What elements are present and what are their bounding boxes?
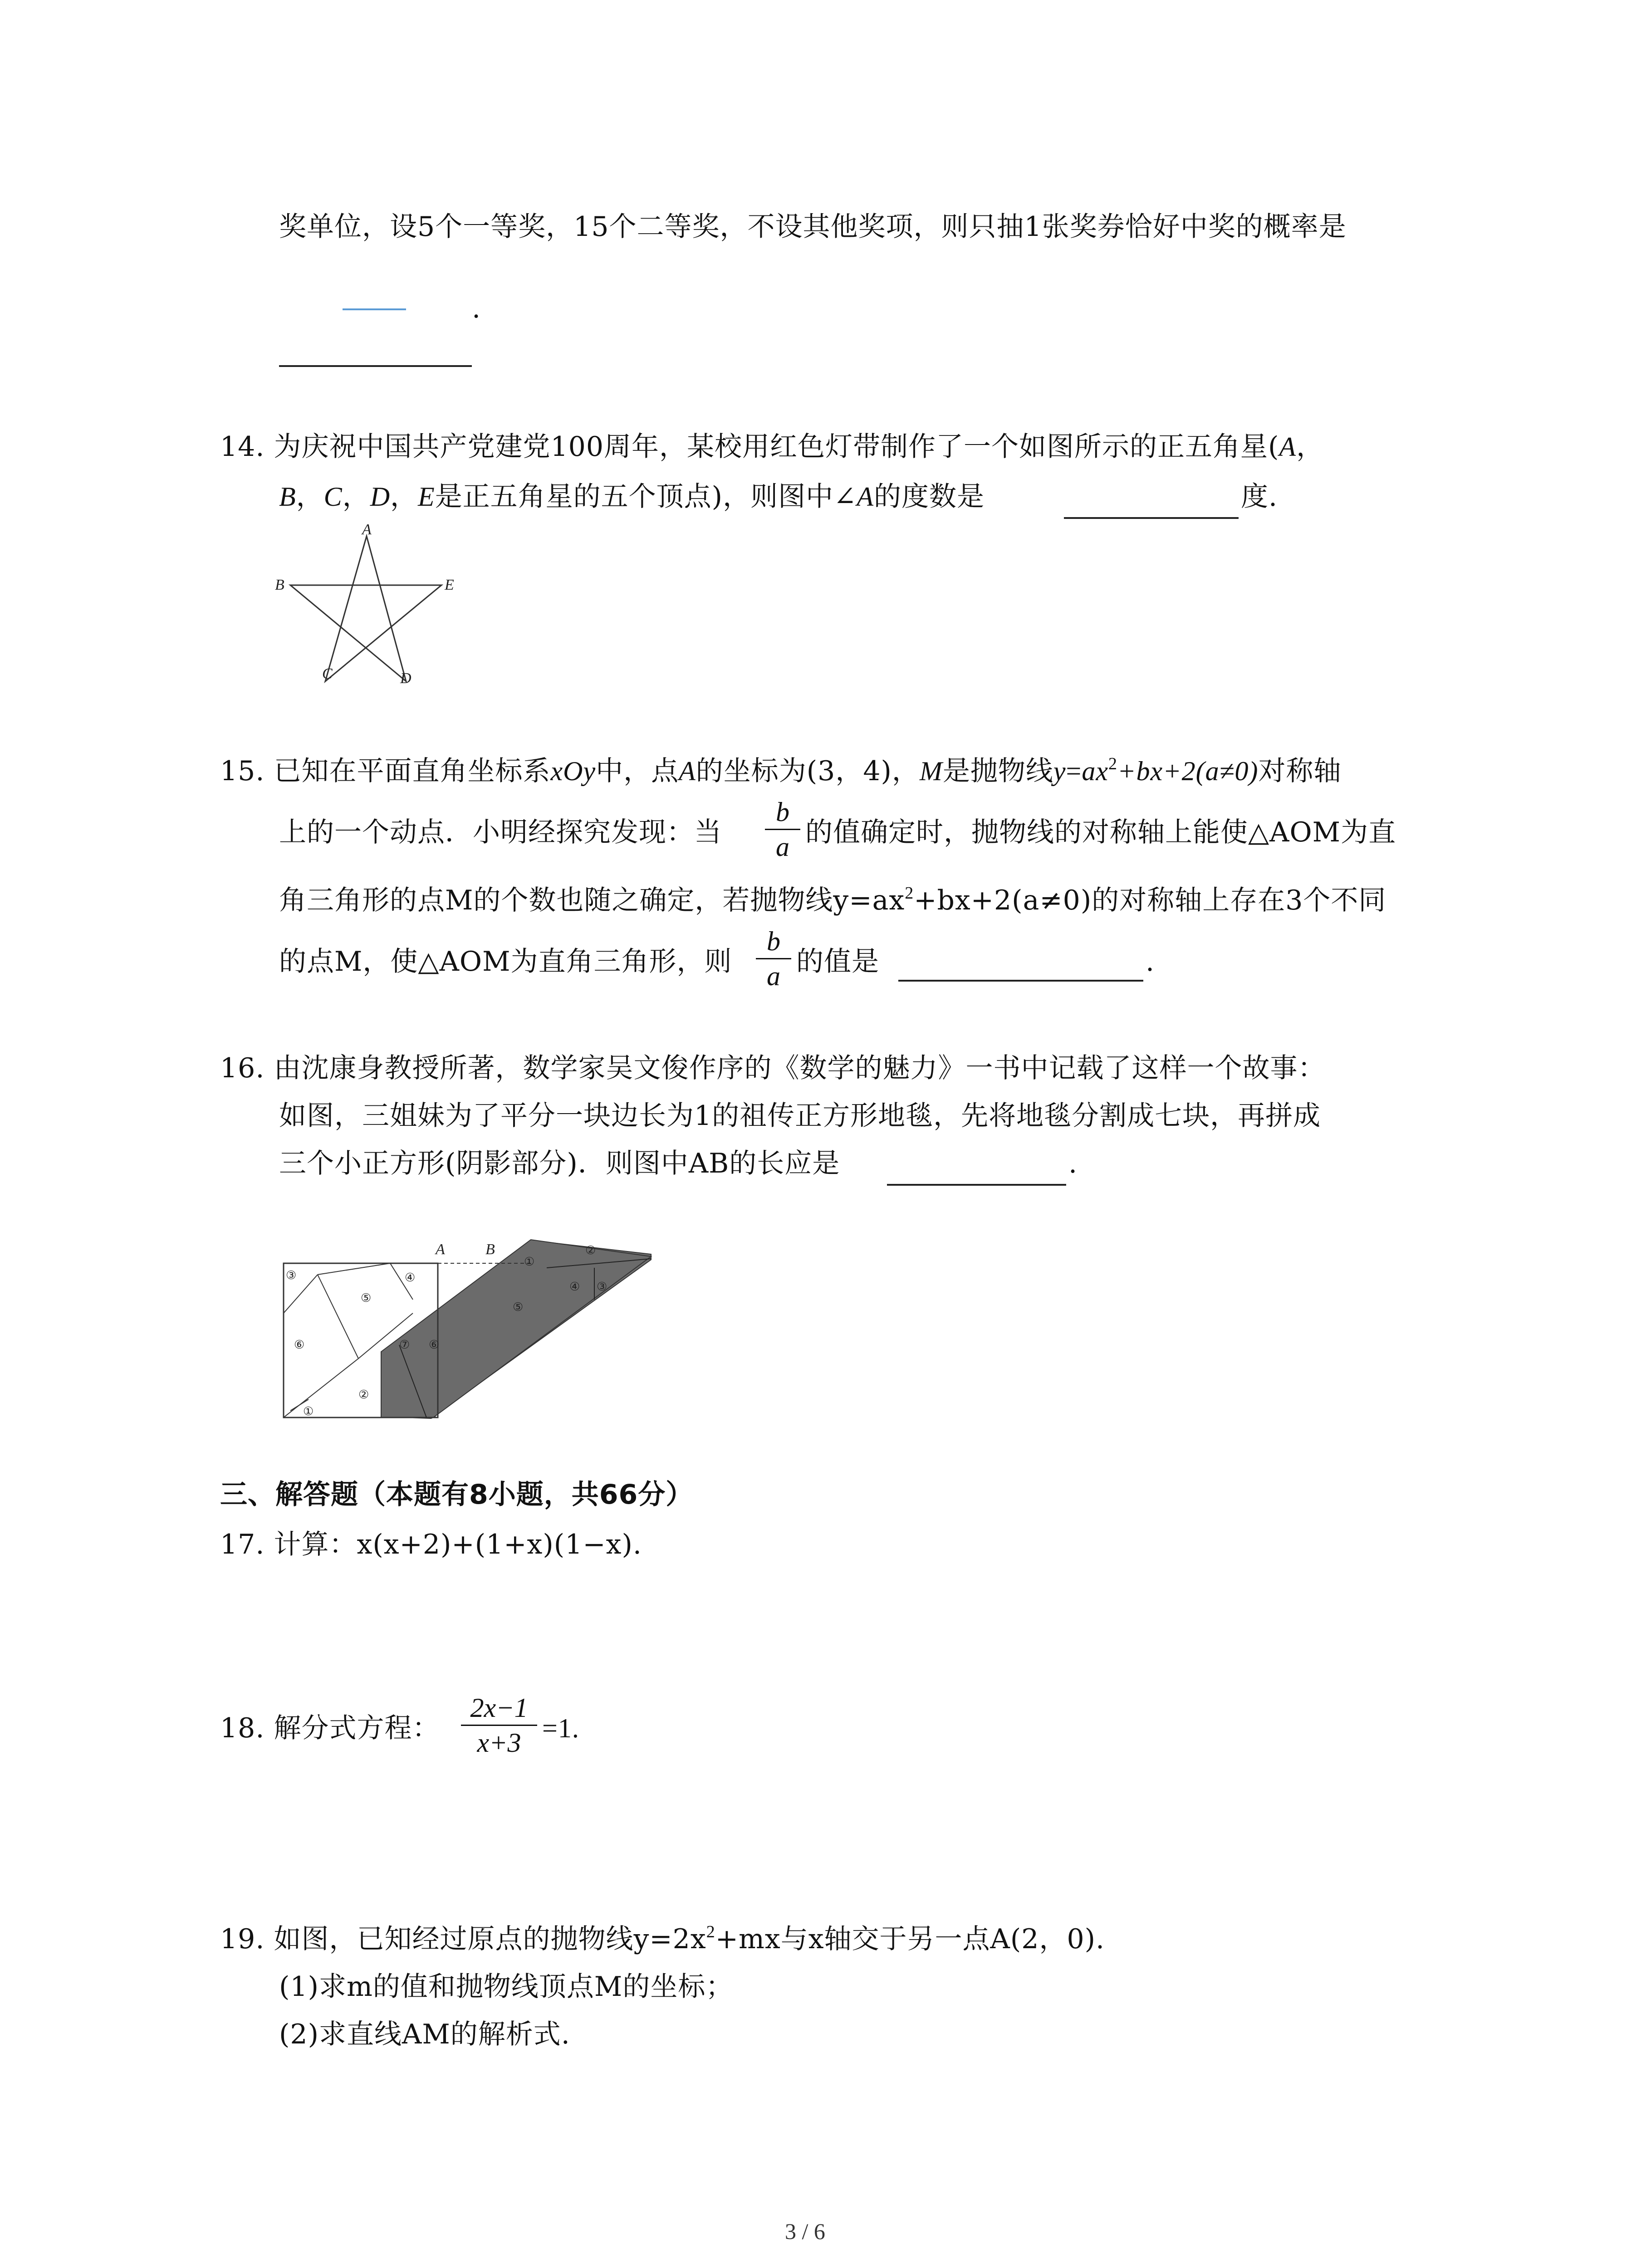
piece-num-1b: ①	[524, 1255, 535, 1269]
q16-line2: 如图，三姐妹为了平分一块边长为1的祖传正方形地毯，先将地毯分割成七块，再拼成	[279, 1100, 1321, 1132]
q15-line3: 角三角形的点M的个数也随之确定，若抛物线$y=ax^2+bx+2(a\ne 0)$的对称轴上存在3个不同	[279, 884, 1386, 916]
pentagram-label-b: B	[275, 577, 284, 593]
q19-part2: (2)求直线AM的解析式.	[279, 2019, 570, 2050]
carpet-label-b: B	[485, 1241, 495, 1258]
q16-answer-blank[interactable]	[887, 1184, 1066, 1186]
q19-part1: (1)求m的值和抛物线顶点M的坐标；	[279, 1971, 734, 2003]
q14-answer-blank[interactable]	[1064, 517, 1239, 519]
piece-num-3a: ③	[286, 1269, 297, 1282]
piece-num-4a: ④	[405, 1271, 416, 1285]
q19-line1: 19. 如图，已知经过原点的抛物线$y=2x^2+mx$与x轴交于另一点A(2，0).	[220, 1922, 1105, 1955]
q14-line1: 14. 为庆祝中国共产党建党100周年，某校用红色灯带制作了一个如图所示的正五角星(A，	[220, 431, 1324, 463]
q13-text: 奖单位，设5个一等奖，15个二等奖，不设其他奖项，则只抽1张奖券恰好中奖的概率是	[279, 211, 1347, 243]
q13-answer-blank-blue[interactable]	[343, 308, 406, 310]
cut-line-2	[318, 1263, 390, 1275]
pentagram-shape	[290, 536, 441, 681]
q16-line3: 三个小正方形(阴影部分)．则图中AB的长应是	[279, 1148, 840, 1179]
pentagram-label-c: C	[322, 665, 333, 682]
pentagram-label-e: E	[445, 577, 454, 593]
q14-unit: 度.	[1241, 481, 1278, 513]
cut-line-3	[318, 1275, 358, 1359]
q15-answer-blank[interactable]	[898, 980, 1143, 982]
q15-fraction-b-over-a-2: b a	[753, 925, 794, 992]
shaded-region-main	[381, 1240, 651, 1418]
piece-num-5b: ⑤	[513, 1300, 524, 1314]
q15-line4a: 的点M，使△AOM为直角三角形，则	[279, 946, 732, 978]
q13-period: .	[472, 293, 481, 324]
q15-line4b: 的值是	[796, 946, 879, 978]
piece-num-2a: ②	[358, 1388, 369, 1402]
pentagram-label-d: D	[400, 670, 411, 687]
q13-answer-blank[interactable]	[279, 365, 472, 367]
piece-num-6a: ⑥	[294, 1338, 305, 1352]
q16-period: .	[1068, 1148, 1078, 1179]
carpet-figure	[277, 1232, 658, 1427]
pentagram-label-a: A	[362, 522, 372, 538]
piece-num-2b: ②	[585, 1244, 596, 1257]
piece-num-7a: ⑦	[399, 1338, 410, 1352]
piece-num-6b: ⑥	[429, 1338, 440, 1352]
q15-line2a: 上的一个动点．小明经探究发现：当	[279, 816, 722, 848]
q18-prefix: 18. 解分式方程：	[220, 1712, 440, 1744]
q18-suffix: =1.	[542, 1713, 579, 1743]
q15-fraction-b-over-a: b a	[762, 796, 803, 863]
section-3-title: 三、解答题（本题有8小题，共66分）	[220, 1479, 694, 1510]
piece-num-4b: ④	[569, 1280, 580, 1294]
q18-fraction: 2x−1 x+3	[458, 1692, 540, 1759]
q15-line2b: 的值确定时，抛物线的对称轴上能使△AOM为直	[805, 816, 1396, 848]
piece-num-3b: ③	[597, 1280, 607, 1294]
carpet-label-a: A	[436, 1241, 445, 1258]
piece-num-1a: ①	[303, 1405, 314, 1418]
cut-line-6	[284, 1359, 358, 1418]
q16-line1: 16. 由沈康身教授所著，数学家吴文俊作序的《数学的魅力》一书中记载了这样一个故事：	[220, 1052, 1326, 1084]
q14-line2: B，C，D，E是正五角星的五个顶点)，则图中∠A的度数是	[279, 481, 985, 513]
q15-period: .	[1146, 946, 1155, 978]
pentagram-figure	[272, 522, 463, 689]
q15-line1: 15. 已知在平面直角坐标系xOy中，点A的坐标为(3，4)，M是抛物线$y=ax^2+bx+2(a\ne 0)$对称轴	[220, 754, 1342, 787]
page-number: 3 / 6	[785, 2219, 825, 2244]
piece-num-5a: ⑤	[361, 1291, 372, 1305]
q17-text: 17. 计算：x(x+2)+(1+x)(1−x).	[220, 1529, 642, 1560]
